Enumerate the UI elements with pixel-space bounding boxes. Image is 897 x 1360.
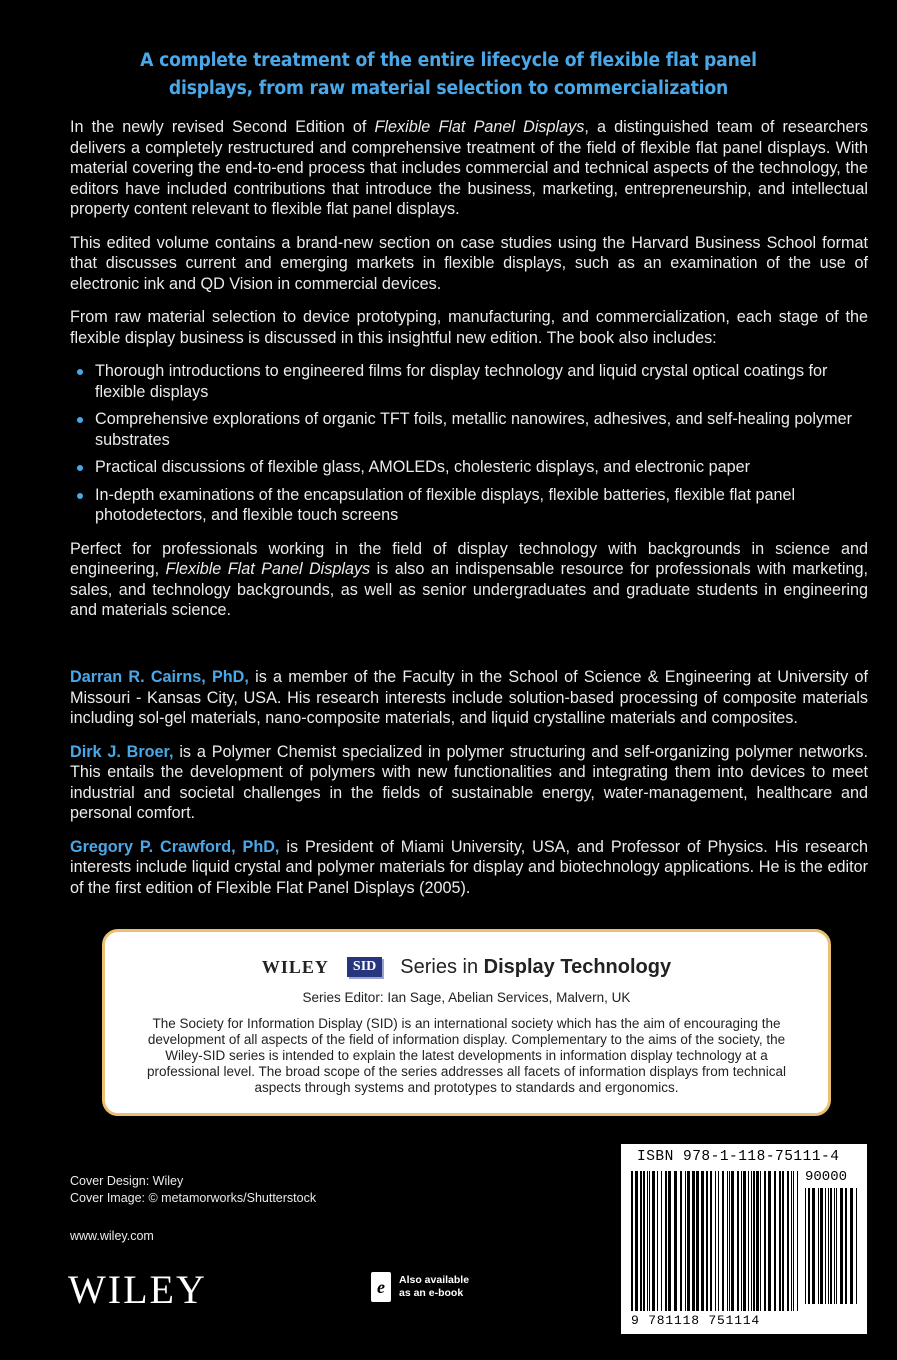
ebook-text: Also available as an e-book	[399, 1274, 470, 1299]
headline-line-2: displays, from raw material selection to commercialization	[168, 78, 729, 99]
ebook-icon: e	[371, 1272, 391, 1302]
list-item: Thorough introductions to engineered films for display technology and liquid crystal optical coatings for flexible displays	[70, 361, 868, 402]
author-bio: Dirk J. Broer, is a Polymer Chemist specialized in polymer structuring and self-organizing polymer networks. This entails the development of polymers with new functionalities and integrating them into devices to meet industrial and societal challenges in the fields of sustainable energy, water-management, healthcare and personal comfort.	[70, 742, 868, 822]
cover-image-credit: Cover Image: © metamorworks/Shutterstock	[70, 1191, 317, 1205]
bullet-icon	[77, 369, 83, 375]
price-code: 90000	[805, 1169, 848, 1185]
ean-number: 9 781118 751114	[631, 1313, 761, 1328]
closing-paragraph: Perfect for professionals working in the field of display technology with backgrounds in science and engineering, Flexible Flat Panel Displays is also an indispensable resource for professionals with marketing, sales, and technology backgrounds, as well as senior undergraduates and graduate students in engineering and materials science.	[70, 539, 868, 619]
intro-paragraph-1: In the newly revised Second Edition of Flexible Flat Panel Displays, a distinguished team of researchers delivers a completely restructured and comprehensive treatment of the field of flexible flat panel displays. With material covering the end-to-end process that includes commercial and technical aspects of the technology, the editors have included contributions that introduce the business, marketing, entrepreneurship, and intellectual property content relevant to flexible flat panel displays.	[70, 118, 869, 218]
website-link[interactable]: www.wiley.com	[70, 1229, 154, 1243]
series-description: The Society for Information Display (SID) is an international society which has the aim of encouraging the development of all aspects of the field of information display. Complementary to the aims of the society, the Wiley-SID series is intended to explain the latest developments in information display technology at a professional level. The broad scope of the series addresses all facets of information displays from technical aspects through systems and prototypes to standards and ergonomics.	[146, 1016, 787, 1095]
bullet-icon	[77, 493, 83, 499]
list-item: In-depth examinations of the encapsulation of flexible displays, flexible batteries, flexible flat panel photodetectors, and flexible touch screens	[70, 485, 868, 526]
wiley-series-logo: WILEY	[261, 956, 329, 977]
description-body	[70, 117, 868, 634]
wiley-logo: WILEY	[68, 1267, 207, 1312]
bullet-icon	[77, 417, 83, 423]
cover-design-credit: Cover Design: Wiley	[70, 1174, 184, 1188]
sid-logo: SID	[347, 957, 382, 977]
isbn-text: ISBN 978-1-118-75111-4	[637, 1149, 840, 1165]
headline	[87, 47, 810, 103]
list-item: Practical discussions of flexible glass, AMOLEDs, cholesteric displays, and electronic paper	[70, 457, 868, 478]
series-editor: Series Editor: Ian Sage, Abelian Services, Malvern, UK	[302, 990, 631, 1005]
list-item: Comprehensive explorations of organic TFT foils, metallic nanowires, adhesives, and self-healing polymer substrates	[70, 409, 868, 450]
series-header	[105, 954, 828, 980]
intro-paragraph-2: This edited volume contains a brand-new section on case studies using the Harvard Business School format that discusses current and emerging markets in flexible displays, such as an examination of the use of electronic ink and QD Vision in commercial devices.	[70, 233, 868, 293]
addon-barcode-icon	[805, 1188, 857, 1304]
feature-list	[70, 361, 868, 526]
cover-credits	[70, 1173, 316, 1207]
author-bios	[70, 667, 868, 911]
series-info-box	[102, 929, 831, 1116]
series-title: Series in Display Technology	[400, 955, 672, 978]
author-name: Dirk J. Broer,	[70, 742, 174, 761]
author-bio: Gregory P. Crawford, PhD, is President of Miami University, USA, and Professor of Physics. His research interests include liquid crystal and polymer materials for display and biotechnology applications. He is the editor of the first edition of Flexible Flat Panel Displays (2005).	[70, 837, 868, 897]
bullet-icon	[77, 465, 83, 471]
intro-paragraph-3: From raw material selection to device prototyping, manufacturing, and commercialization, each stage of the flexible display business is discussed in this insightful new edition. The book also includes:	[70, 308, 868, 347]
author-name: Gregory P. Crawford, PhD,	[70, 837, 280, 856]
barcode	[621, 1144, 867, 1334]
author-bio: Darran R. Cairns, PhD, is a member of the Faculty in the School of Science & Engineering at University of Missouri - Kansas City, USA. His research interests include solution-based processing of composite materials including sol-gel materials, nano-composite materials, and liquid crystalline materials and composites.	[70, 668, 868, 727]
book-title: Flexible Flat Panel Displays	[374, 118, 585, 136]
ebook-notice	[371, 1272, 469, 1302]
book-title: Flexible Flat Panel Displays	[165, 560, 371, 578]
author-name: Darran R. Cairns, PhD,	[70, 668, 249, 686]
headline-line-1: A complete treatment of the entire lifecycle of flexible flat panel	[140, 50, 757, 71]
